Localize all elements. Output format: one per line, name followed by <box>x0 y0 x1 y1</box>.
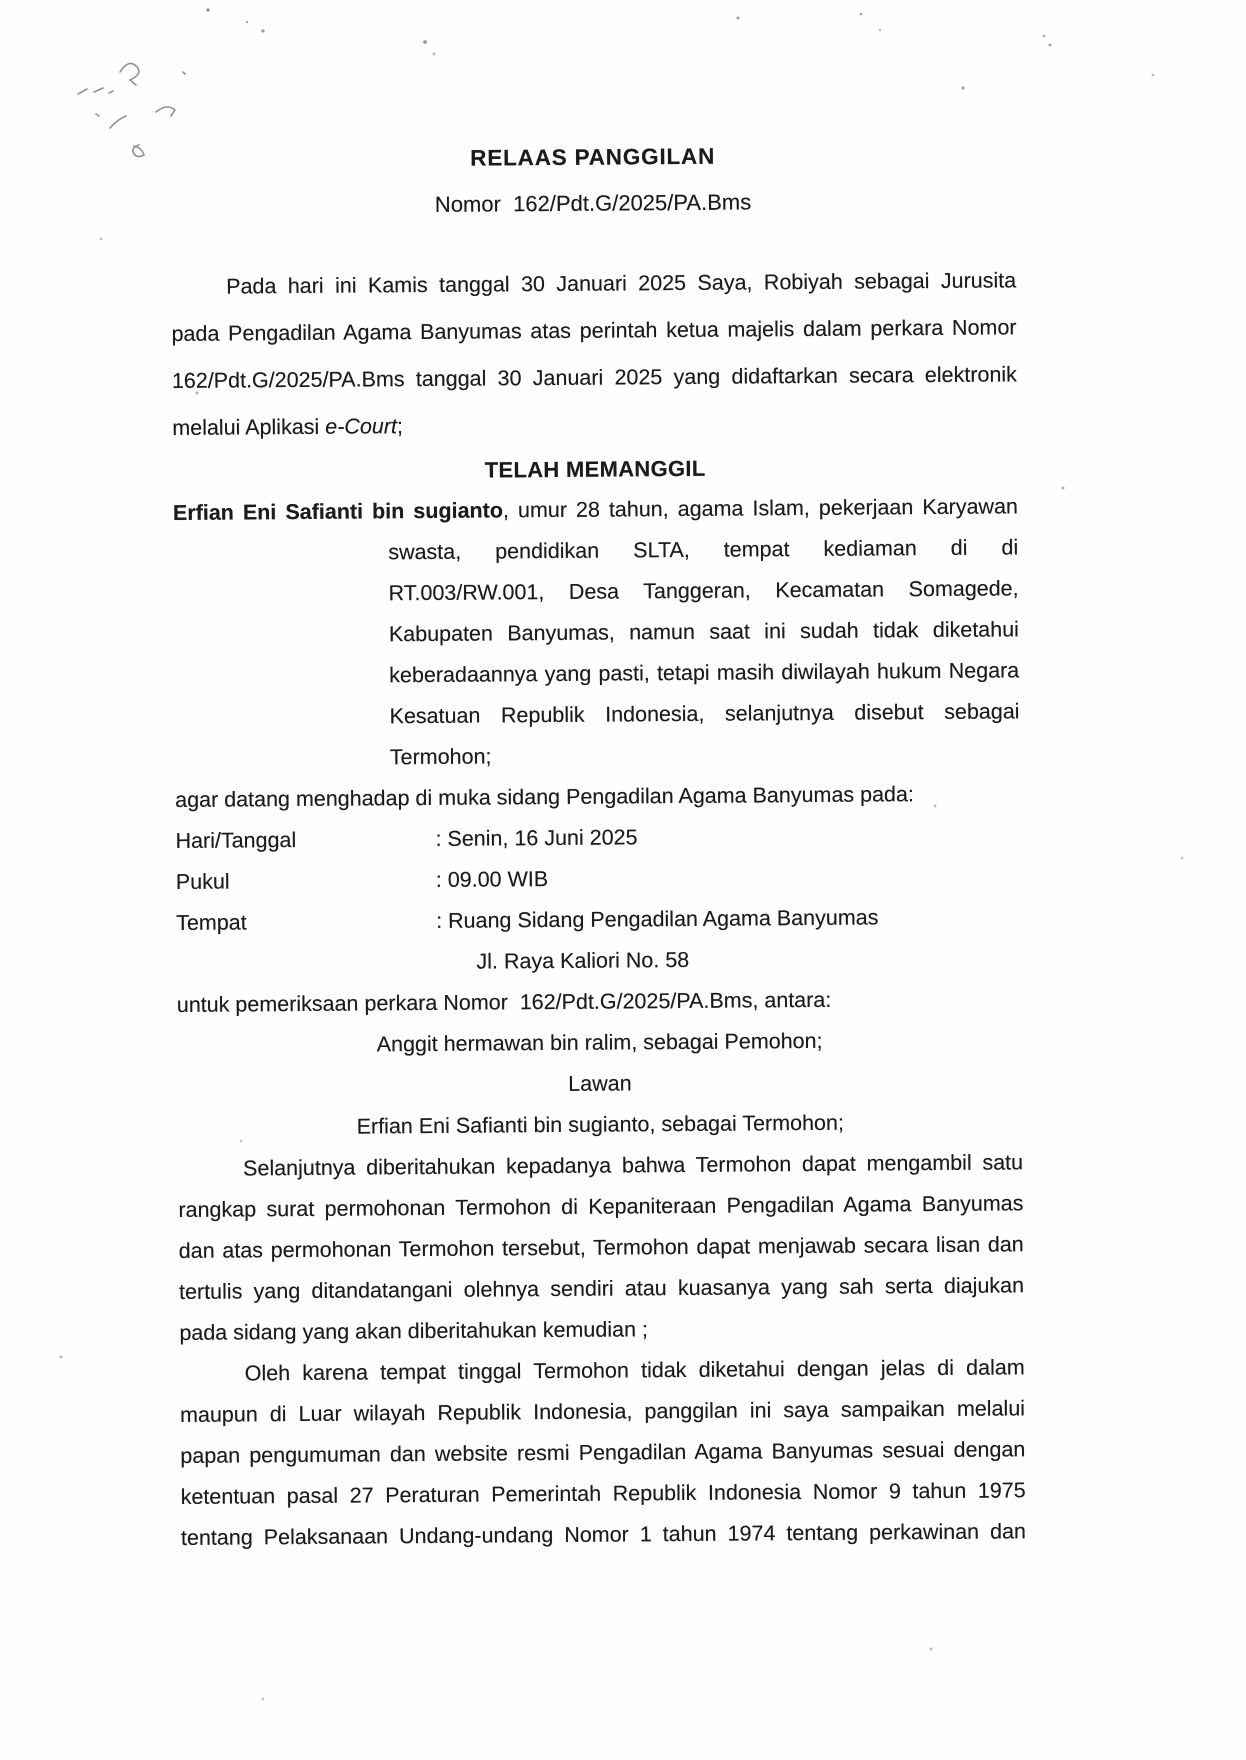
notice-paragraph <box>178 1142 1025 1354</box>
respondent-line-1 <box>173 486 1018 534</box>
hearing-row-date <box>175 814 1020 862</box>
publication-line-1: Oleh karena tempat tinggal Termohon tidak diketahui dengan jelas di dalam <box>244 1355 1025 1386</box>
opening-line-4 <box>172 398 1017 452</box>
respondent-identity-block <box>173 486 1020 780</box>
respondent-line-2: swasta, pendidikan SLTA, tempat kediaman di di <box>388 535 1019 565</box>
respondent-details <box>388 527 1020 778</box>
respondent-party-line: Erfian Eni Safianti bin sugianto, sebagai Termohon; <box>356 1110 844 1139</box>
hearing-row-place <box>176 896 1021 944</box>
case-reference-line: untuk pemeriksaan perkara Nomor 162/Pdt.G/2025/PA.Bms, antara: <box>176 987 832 1017</box>
document-body <box>170 131 1026 1559</box>
respondent-line-3: RT.003/RW.001, Desa Tanggeran, Kecamatan Somagede, <box>388 576 1019 606</box>
opening-line-1: Pada hari ini Kamis tanggal 30 Januari 2025 Saya, Robiyah sebagai Jurusita <box>226 268 1017 299</box>
publication-line-4: ketentuan pasal 27 Peraturan Pemerintah Republik Indonesia Nomor 9 tahun 1975 <box>180 1478 1026 1509</box>
parties-block <box>177 1019 1023 1149</box>
respondent-name-bold: Erfian Eni Safianti bin sugianto <box>172 498 504 525</box>
opening-line-2: pada Pengadilan Agama Banyumas atas perintah ketua majelis dalam perkara Nomor <box>171 315 1017 346</box>
respondent-line-6: Kesatuan Republik Indonesia, selanjutnya disebut sebagai <box>389 699 1020 729</box>
notice-line-5: pada sidang yang akan diberitahukan kemudian ; <box>179 1317 649 1345</box>
publication-line-2: maupun di Luar wilayah Republik Indonesia, panggilan ini saya sampaikan melalui <box>179 1396 1026 1427</box>
hearing-time-label: Pukul <box>175 869 230 894</box>
publication-line-5: tentang Pelaksanaan Undang-undang Nomor 1 tahun 1974 tentang perkawinan dan <box>180 1519 1027 1550</box>
summon-intro-line: agar datang menghadap di muka sidang Pengadilan Agama Banyumas pada: <box>175 782 914 812</box>
respondent-line-5: keberadaannya yang pasti, tetapi masih diwilayah hukum Negara <box>389 658 1020 688</box>
hearing-date-value: : Senin, 16 Juni 2025 <box>435 825 638 851</box>
publication-paragraph <box>180 1347 1027 1559</box>
opening-paragraph <box>171 257 1017 452</box>
hearing-details <box>175 814 1021 985</box>
notice-line-4: tertulis yang ditandatangani olehnya sendiri atau kuasanya yang sah serta diajukan <box>178 1273 1025 1304</box>
respondent-line-7: Termohon; <box>389 744 492 770</box>
respondent-line-1-rest: , umur 28 tahun, agama Islam, pekerjaan Karyawan <box>502 494 1019 523</box>
hearing-time-value: : 09.00 WIB <box>435 867 549 892</box>
section-heading-telah-memanggil: TELAH MEMANGGIL <box>484 455 706 483</box>
opening-line-4-text: melalui Aplikasi <box>172 414 326 440</box>
hearing-place-value: : Ruang Sidang Pengadilan Agama Banyumas <box>436 905 879 933</box>
hearing-row-time <box>176 855 1021 903</box>
document-header <box>170 131 1016 230</box>
hearing-address-line: Jl. Raya Kaliori No. 58 <box>476 947 690 974</box>
publication-line-3: papan pengumuman dan website resmi Pengadilan Agama Banyumas sesuai dengan <box>180 1437 1026 1468</box>
respondent-line-4: Kabupaten Banyumas, namun saat ini sudah tidak diketahui <box>388 617 1019 647</box>
hearing-date-label: Hari/Tanggal <box>175 828 297 853</box>
hearing-place-label: Tempat <box>176 910 247 935</box>
opening-line-4-end: ; <box>396 414 404 439</box>
document-title: RELAAS PANGGILAN <box>470 143 716 171</box>
case-number: Nomor 162/Pdt.G/2025/PA.Bms <box>434 189 752 217</box>
opening-line-3: 162/Pdt.G/2025/PA.Bms tanggal 30 Januari 2025 yang didaftarkan secara elektronik <box>171 362 1017 393</box>
notice-line-3: dan atas permohonan Termohon tersebut, Termohon dapat menjawab secara lisan dan <box>178 1232 1024 1263</box>
ecourt-italic-text: e-Court <box>325 414 398 439</box>
petitioner-line: Anggit hermawan bin ralim, sebagai Pemohon; <box>376 1028 823 1057</box>
notice-line-1: Selanjutnya diberitahukan kepadanya bahwa Termohon dapat mengambil satu <box>243 1150 1024 1181</box>
versus-line: Lawan <box>568 1071 632 1096</box>
notice-line-2: rangkap surat permohonan Termohon di Kepaniteraan Pengadilan Agama Banyumas <box>178 1191 1024 1222</box>
scan-speck-artifacts <box>0 0 2 2</box>
